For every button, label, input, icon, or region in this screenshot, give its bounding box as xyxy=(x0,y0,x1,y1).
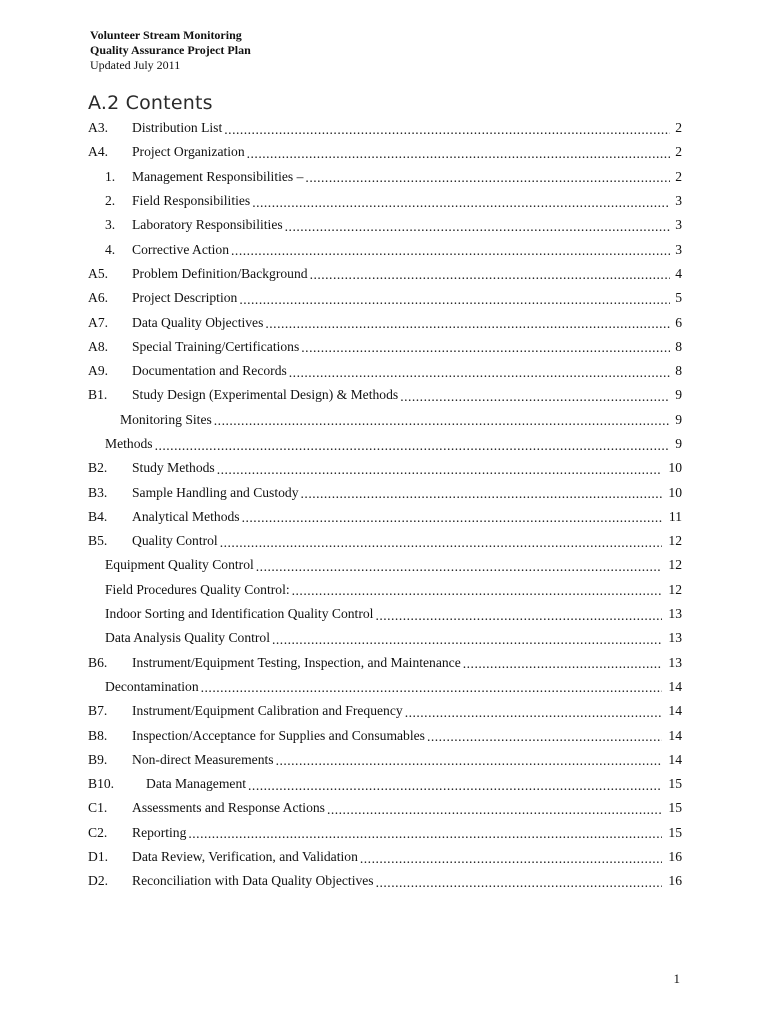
toc-entry-page: 3 xyxy=(675,241,682,257)
toc-entry[interactable] xyxy=(88,383,682,407)
toc-entry[interactable] xyxy=(88,237,682,261)
toc-entry-number: A4. xyxy=(88,144,109,160)
toc-dot-leader xyxy=(188,826,662,841)
toc-entry-number: A8. xyxy=(88,338,109,354)
toc-entry-page: 15 xyxy=(668,776,682,792)
toc-entry[interactable] xyxy=(88,359,682,383)
toc-entry-label: Equipment Quality Control xyxy=(105,557,254,573)
toc-entry-number: 4. xyxy=(105,241,116,257)
toc-entry-label: Sample Handling and Custody xyxy=(132,484,299,500)
toc-entry-label: Study Methods xyxy=(132,460,215,476)
toc-dot-leader xyxy=(405,705,662,720)
toc-entry-number: A3. xyxy=(88,120,109,136)
toc-entry-label: Decontamination xyxy=(105,678,199,694)
toc-entry[interactable] xyxy=(88,189,682,213)
toc-dot-leader xyxy=(360,851,662,866)
toc-entry-number: D1. xyxy=(88,849,109,865)
toc-entry[interactable] xyxy=(88,432,682,456)
header-line-3: Updated July 2011 xyxy=(90,58,181,72)
toc-entry-label: Inspection/Acceptance for Supplies and Consumables xyxy=(132,727,425,743)
toc-entry[interactable] xyxy=(88,165,682,189)
toc-entry-label: Methods xyxy=(105,436,153,451)
toc-entry-label: Field Procedures Quality Control: xyxy=(105,581,290,597)
toc-dot-leader xyxy=(285,219,670,234)
toc-entry[interactable] xyxy=(88,821,682,845)
toc-dot-leader xyxy=(305,170,670,185)
toc-entry-label: Corrective Action xyxy=(132,241,230,257)
toc-entry-label: Management Responsibilities – xyxy=(132,168,304,184)
toc-entry-label: Distribution List xyxy=(132,120,223,136)
toc-entry-label: Instrument/Equipment Testing, Inspection, and Maintenance xyxy=(132,654,461,670)
toc-entry[interactable] xyxy=(88,456,682,480)
table-of-contents xyxy=(88,116,682,894)
toc-entry-number: A7. xyxy=(88,314,109,330)
toc-entry[interactable] xyxy=(88,602,682,626)
toc-entry-number: C2. xyxy=(88,824,108,840)
toc-dot-leader xyxy=(220,535,662,550)
toc-entry-label: Documentation and Records xyxy=(132,363,287,379)
toc-entry-page: 8 xyxy=(675,338,682,354)
toc-entry-label: Monitoring Sites xyxy=(120,411,212,427)
toc-dot-leader xyxy=(276,753,662,768)
toc-entry-number: B9. xyxy=(88,751,108,767)
toc-entry-page: 12 xyxy=(668,557,682,573)
toc-dot-leader xyxy=(463,656,662,671)
toc-entry-label: Field Responsibilities xyxy=(132,193,251,209)
toc-entry-page: 2 xyxy=(675,168,682,184)
toc-entry-page: 14 xyxy=(668,703,682,719)
toc-dot-leader xyxy=(256,559,662,574)
toc-entry[interactable] xyxy=(88,310,682,334)
toc-entry-number: 3. xyxy=(105,217,116,233)
toc-entry-page: 3 xyxy=(675,217,682,233)
toc-dot-leader xyxy=(248,778,662,793)
toc-entry[interactable] xyxy=(88,116,682,140)
toc-entry-page: 2 xyxy=(675,120,682,136)
toc-entry-page: 11 xyxy=(668,508,682,524)
toc-dot-leader xyxy=(224,122,670,137)
toc-entry[interactable] xyxy=(88,772,682,796)
toc-entry-number: B10. xyxy=(88,776,115,792)
toc-entry[interactable] xyxy=(88,869,682,893)
toc-entry-page: 12 xyxy=(668,533,682,549)
toc-entry[interactable] xyxy=(88,553,682,577)
toc-entry-page: 15 xyxy=(668,800,682,816)
header-line-2: Quality Assurance Project Plan xyxy=(90,43,251,57)
toc-entry-label: Analytical Methods xyxy=(132,508,240,524)
toc-entry-label: Project Description xyxy=(132,290,238,306)
toc-entry-label: Data Quality Objectives xyxy=(132,314,264,330)
toc-entry-number: B6. xyxy=(88,654,108,670)
toc-dot-leader xyxy=(155,438,670,453)
toc-entry[interactable] xyxy=(88,286,682,310)
toc-dot-leader xyxy=(301,340,670,355)
toc-entry-number: D2. xyxy=(88,873,109,889)
toc-entry-page: 13 xyxy=(668,630,682,646)
toc-dot-leader xyxy=(252,195,670,210)
toc-entry[interactable] xyxy=(88,699,682,723)
toc-dot-leader xyxy=(327,802,662,817)
toc-entry-number: B5. xyxy=(88,533,108,549)
toc-entry-label: Data Review, Verification, and Validation xyxy=(132,849,358,865)
toc-entry-number: B4. xyxy=(88,508,108,524)
toc-entry[interactable] xyxy=(88,578,682,602)
toc-entry[interactable] xyxy=(88,651,682,675)
contents-title: A.2 Contents xyxy=(88,92,213,114)
toc-entry-label: Project Organization xyxy=(132,144,245,160)
toc-entry-label: Reporting xyxy=(132,824,187,840)
toc-entry[interactable] xyxy=(88,262,682,286)
toc-entry-label: Problem Definition/Background xyxy=(132,265,308,281)
toc-entry-number: B7. xyxy=(88,703,108,719)
document-header xyxy=(90,28,251,73)
toc-entry-label: Quality Control xyxy=(132,533,218,549)
toc-entry-page: 9 xyxy=(675,387,682,403)
page-number: 1 xyxy=(673,971,680,986)
toc-entry-number: 2. xyxy=(105,193,116,209)
toc-dot-leader xyxy=(201,680,662,695)
toc-entry[interactable] xyxy=(88,480,682,504)
toc-entry-label: Instrument/Equipment Calibration and Frequency xyxy=(132,703,403,719)
toc-entry-label: Reconciliation with Data Quality Objectives xyxy=(132,873,374,889)
toc-entry-page: 14 xyxy=(668,751,682,767)
toc-entry-label: Data Analysis Quality Control xyxy=(105,630,270,646)
toc-dot-leader xyxy=(214,413,670,428)
toc-dot-leader xyxy=(301,486,662,501)
toc-dot-leader xyxy=(289,365,670,380)
toc-entry-page: 10 xyxy=(668,484,682,500)
toc-entry-page: 4 xyxy=(675,265,682,281)
toc-entry-label: Data Management xyxy=(146,776,247,792)
toc-dot-leader xyxy=(375,608,662,623)
toc-entry-page: 8 xyxy=(675,363,682,379)
toc-entry[interactable] xyxy=(88,213,682,237)
toc-entry[interactable] xyxy=(88,505,682,529)
toc-entry-page: 10 xyxy=(668,460,682,476)
toc-entry-number: B8. xyxy=(88,727,108,743)
toc-entry-label: Assessments and Response Actions xyxy=(132,800,325,816)
toc-entry[interactable] xyxy=(88,626,682,650)
toc-entry-label: Special Training/Certifications xyxy=(132,338,300,354)
toc-entry-page: 6 xyxy=(675,314,682,330)
toc-entry-page: 13 xyxy=(668,654,682,670)
toc-dot-leader xyxy=(376,875,662,890)
toc-entry-page: 14 xyxy=(668,727,682,743)
toc-dot-leader xyxy=(265,316,670,331)
toc-entry-number: A5. xyxy=(88,265,109,281)
toc-entry-page: 2 xyxy=(675,144,682,160)
header-line-1: Volunteer Stream Monitoring xyxy=(90,28,242,42)
toc-entry-page: 16 xyxy=(668,873,682,889)
toc-dot-leader xyxy=(217,462,662,477)
toc-entry-label: Laboratory Responsibilities xyxy=(132,217,283,233)
toc-dot-leader xyxy=(231,243,670,258)
toc-entry-page: 16 xyxy=(668,849,682,865)
toc-entry-number: C1. xyxy=(88,800,108,816)
toc-entry-page: 12 xyxy=(668,581,682,597)
toc-entry-number: A9. xyxy=(88,363,109,379)
toc-entry-number: A6. xyxy=(88,290,109,306)
toc-entry-page: 13 xyxy=(668,606,682,622)
toc-entry-label: Indoor Sorting and Identification Quality Control xyxy=(105,606,374,622)
toc-entry[interactable] xyxy=(88,796,682,820)
toc-entry-page: 9 xyxy=(675,436,682,451)
toc-entry-page: 9 xyxy=(675,411,682,427)
toc-dot-leader xyxy=(292,583,662,598)
toc-entry-page: 5 xyxy=(675,290,682,306)
toc-entry[interactable] xyxy=(88,748,682,772)
toc-entry-page: 15 xyxy=(668,824,682,840)
toc-entry[interactable] xyxy=(88,675,682,699)
toc-entry[interactable] xyxy=(88,335,682,359)
toc-dot-leader xyxy=(239,292,670,307)
toc-entry-page: 14 xyxy=(668,678,682,694)
toc-entry-number: 1. xyxy=(105,168,116,184)
toc-entry-label: Non-direct Measurements xyxy=(132,751,274,767)
toc-dot-leader xyxy=(247,146,670,161)
toc-entry[interactable] xyxy=(88,140,682,164)
toc-entry[interactable] xyxy=(88,408,682,432)
toc-dot-leader xyxy=(242,510,662,525)
toc-dot-leader xyxy=(400,389,670,404)
toc-entry[interactable] xyxy=(88,723,682,747)
toc-dot-leader xyxy=(427,729,662,744)
toc-entry-number: B2. xyxy=(88,460,108,476)
toc-dot-leader xyxy=(310,267,670,282)
toc-entry-label: Study Design (Experimental Design) & Methods xyxy=(132,387,399,403)
toc-entry[interactable] xyxy=(88,529,682,553)
toc-entry[interactable] xyxy=(88,845,682,869)
toc-entry-page: 3 xyxy=(675,193,682,209)
toc-entry-number: B3. xyxy=(88,484,108,500)
toc-entry-number: B1. xyxy=(88,387,108,403)
toc-dot-leader xyxy=(272,632,662,647)
